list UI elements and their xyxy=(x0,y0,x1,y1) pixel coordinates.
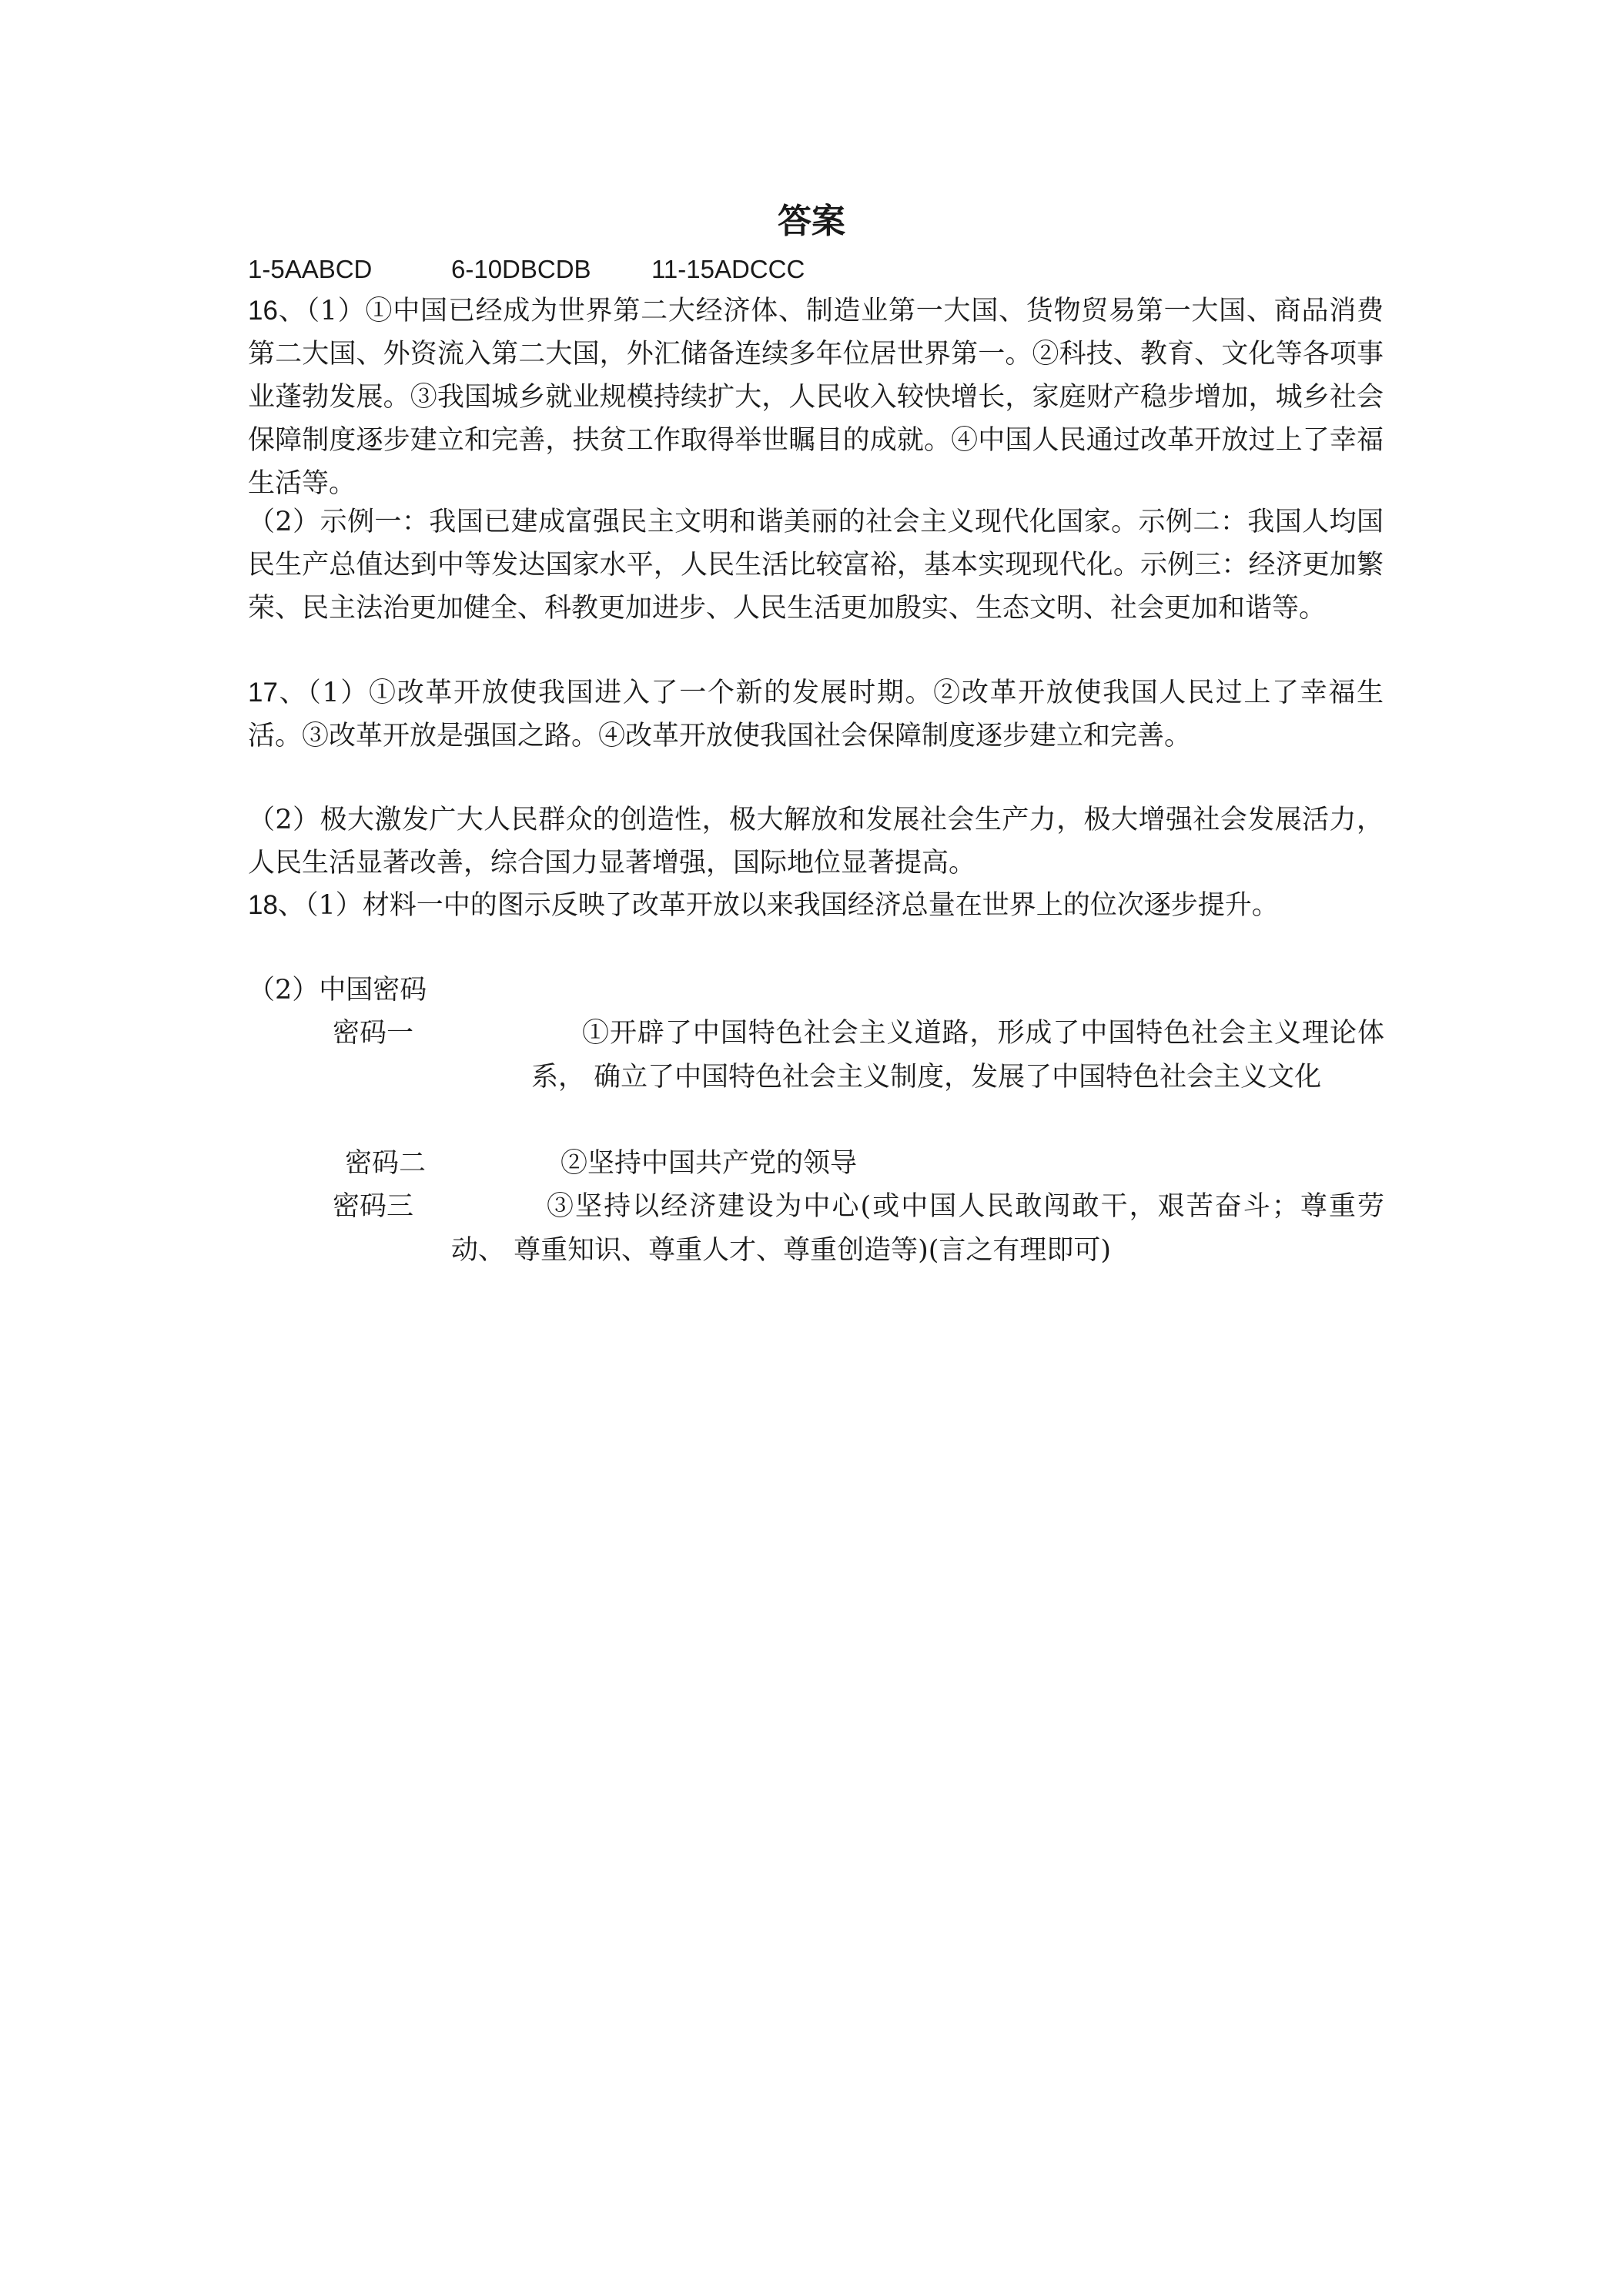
q16-part1 xyxy=(248,290,1384,505)
code-3-text: ③坚持以经济建设为中心(或中国人民敢闯敢干，艰苦奋斗；尊重劳动、 尊重知识、尊重人才、尊重创造等)(言之有理即可) xyxy=(451,1191,1384,1266)
code-1-label: 密码一 xyxy=(333,1018,414,1049)
q18-part2-heading: （2）中国密码 xyxy=(248,975,427,1006)
q17-part2: （2）极大激发广大人民群众的创造性，极大解放和发展社会生产力，极大增强社会发展活力，人民生活显著改善，综合国力显著增强，国际地位显著提高。 xyxy=(248,805,1384,879)
q17-part1-text: （1）①改革开放使我国进入了一个新的发展时期。②改革开放使我国人民过上了幸福生活。③改革开放是强国之路。④改革开放使我国社会保障制度逐步建立和完善。 xyxy=(248,678,1384,751)
q17-part1 xyxy=(248,671,1384,758)
q18-part1 xyxy=(248,884,1384,927)
code-1-text: ①开辟了中国特色社会主义道路，形成了中国特色社会主义理论体系， 确立了中国特色社会主义制度，发展了中国特色社会主义文化 xyxy=(531,1018,1384,1093)
mc-answers-11-15: 11-15ADCCC xyxy=(651,255,805,283)
code-2-text: ②坚持中国共产党的领导 xyxy=(561,1148,858,1179)
page-title: 答案 xyxy=(778,202,845,241)
q16-part1-text: （1）①中国已经成为世界第二大经济体、制造业第一大国、货物贸易第一大国、商品消费第二大国、外资流入第二大国，外汇储备连续多年位居世界第一。②科技、教育、文化等各项事业蓬勃发展。③我国城乡就业规模持续扩大，人民收入较快增长，家庭财产稳步增加，城乡社会保障制度逐步建立和完善，扶贫工作取得举世瞩目的成就。④中国人民通过改革开放过上了幸福生活等。 xyxy=(248,296,1384,499)
code-2-label: 密码二 xyxy=(345,1148,427,1179)
mc-answers-1-5: 1-5AABCD xyxy=(248,255,373,283)
q18-number: 18、 xyxy=(248,890,305,920)
q18-part1-text: （1）材料一中的图示反映了改革开放以来我国经济总量在世界上的位次逐步提升。 xyxy=(304,890,1279,921)
mc-answers-6-10: 6-10DBCDB xyxy=(451,255,591,283)
code-3-label: 密码三 xyxy=(333,1191,414,1222)
q16-part2: （2）示例一：我国已建成富强民主文明和谐美丽的社会主义现代化国家。示例二：我国人均国民生产总值达到中等发达国家水平，人民生活比较富裕，基本实现现代化。示例三：经济更加繁荣、民主法治更加健全、科教更加进步、人民生活更加殷实、生态文明、社会更加和谐等。 xyxy=(248,507,1384,624)
q16-number: 16、 xyxy=(248,296,306,326)
q17-number: 17、 xyxy=(248,678,308,708)
